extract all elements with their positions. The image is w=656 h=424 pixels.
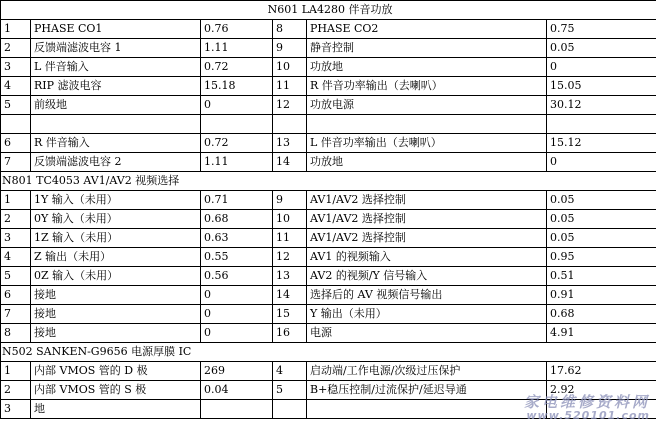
cell-pin-right: 5 (273, 381, 307, 400)
cell-voltage-left: 1.11 (201, 153, 273, 172)
cell-pin-right (273, 115, 307, 134)
cell-voltage-left: 0.76 (201, 20, 273, 39)
cell-voltage-right: 0.05 (547, 191, 656, 210)
table-row (1, 96, 656, 115)
cell-pin-left: 3 (1, 58, 31, 77)
cell-function-right: PHASE CO2 (307, 20, 547, 39)
cell-voltage-left: 0.71 (201, 191, 273, 210)
watermark-url: www.520101.com (526, 409, 650, 422)
cell-function-left (31, 115, 201, 134)
table-row (1, 58, 656, 77)
cell-voltage-left (201, 400, 273, 419)
cell-pin-right: 4 (273, 362, 307, 381)
cell-pin-left: 3 (1, 400, 31, 419)
cell-function-right: Y 输出（未用） (307, 305, 547, 324)
cell-pin-right: 15 (273, 305, 307, 324)
cell-voltage-right (547, 115, 656, 134)
cell-function-right: 功放地 (307, 153, 547, 172)
cell-voltage-left: 0 (201, 286, 273, 305)
cell-function-right: 电源 (307, 324, 547, 343)
cell-pin-right: 14 (273, 153, 307, 172)
table-row (1, 210, 656, 229)
cell-function-left: 内部 VMOS 管的 D 极 (31, 362, 201, 381)
cell-voltage-right: 0.68 (547, 305, 656, 324)
cell-voltage-left: 0.55 (201, 248, 273, 267)
cell-pin-right: 10 (273, 210, 307, 229)
cell-voltage-left: 269 (201, 362, 273, 381)
table-row (1, 267, 656, 286)
cell-voltage-left: 0.72 (201, 58, 273, 77)
cell-pin-left: 2 (1, 39, 31, 58)
cell-pin-left: 5 (1, 267, 31, 286)
cell-pin-right (273, 400, 307, 419)
cell-function-left: 1Y 输入（未用） (31, 191, 201, 210)
table-row (1, 305, 656, 324)
table-row (1, 134, 656, 153)
table-row (1, 286, 656, 305)
table-row (1, 115, 656, 134)
table-title: N601 LA4280 伴音功放 (1, 1, 656, 20)
cell-pin-right: 9 (273, 39, 307, 58)
cell-pin-right: 12 (273, 96, 307, 115)
cell-voltage-right: 0.05 (547, 210, 656, 229)
cell-pin-left: 8 (1, 324, 31, 343)
cell-function-right: 选择后的 AV 视频信号输出 (307, 286, 547, 305)
cell-pin-left: 1 (1, 362, 31, 381)
cell-function-left: 反馈端滤波电容 2 (31, 153, 201, 172)
cell-voltage-right: 0 (547, 153, 656, 172)
cell-function-left: 0Y 输入（未用） (31, 210, 201, 229)
section-title-row (1, 343, 656, 362)
cell-pin-left: 1 (1, 20, 31, 39)
cell-function-left: 反馈端滤波电容 1 (31, 39, 201, 58)
table-row (1, 153, 656, 172)
cell-pin-left: 2 (1, 381, 31, 400)
cell-voltage-right: 0 (547, 58, 656, 77)
cell-function-right: AV1/AV2 选择控制 (307, 191, 547, 210)
cell-pin-right: 11 (273, 77, 307, 96)
cell-pin-left: 6 (1, 286, 31, 305)
cell-voltage-left: 0.72 (201, 134, 273, 153)
watermark-text: 家电维修资料网 (523, 393, 650, 411)
cell-voltage-right: 15.05 (547, 77, 656, 96)
cell-pin-left: 7 (1, 153, 31, 172)
cell-voltage-left: 0.68 (201, 210, 273, 229)
table-row (1, 39, 656, 58)
table-row (1, 381, 656, 400)
cell-voltage-right: 2.92 (547, 381, 656, 400)
table-row (1, 362, 656, 381)
cell-function-right: AV1/AV2 选择控制 (307, 210, 547, 229)
cell-voltage-right: 0.05 (547, 229, 656, 248)
cell-function-left: 内部 VMOS 管的 S 极 (31, 381, 201, 400)
cell-pin-left: 2 (1, 210, 31, 229)
cell-function-right: AV1/AV2 选择控制 (307, 229, 547, 248)
cell-function-left: 0Z 输入（未用） (31, 267, 201, 286)
cell-voltage-right: 0.51 (547, 267, 656, 286)
cell-pin-left: 4 (1, 248, 31, 267)
cell-function-left: PHASE CO1 (31, 20, 201, 39)
cell-voltage-left: 0 (201, 96, 273, 115)
cell-function-left: 接地 (31, 286, 201, 305)
cell-function-left: L 伴音输入 (31, 58, 201, 77)
section-title: N502 SANKEN-G9656 电源厚膜 IC (1, 343, 656, 362)
cell-function-left: 接地 (31, 305, 201, 324)
table-row (1, 77, 656, 96)
cell-pin-right: 14 (273, 286, 307, 305)
cell-pin-left: 3 (1, 229, 31, 248)
cell-function-left: 接地 (31, 324, 201, 343)
cell-function-left: Z 输出（未用） (31, 248, 201, 267)
cell-function-right (307, 115, 547, 134)
cell-pin-right: 9 (273, 191, 307, 210)
cell-function-left: R 伴音输入 (31, 134, 201, 153)
cell-pin-right: 11 (273, 229, 307, 248)
cell-voltage-left: 0 (201, 305, 273, 324)
cell-voltage-left: 0.63 (201, 229, 273, 248)
table-title-row (1, 1, 656, 20)
cell-function-right: AV2 的视频/Y 信号输入 (307, 267, 547, 286)
cell-function-right: B+稳压控制/过流保护/延迟导通 (307, 381, 547, 400)
cell-pin-left: 1 (1, 191, 31, 210)
table-row (1, 248, 656, 267)
cell-voltage-left: 0.56 (201, 267, 273, 286)
cell-function-left: RIP 滤波电容 (31, 77, 201, 96)
cell-function-left: 地 (31, 400, 201, 419)
table-row (1, 191, 656, 210)
cell-voltage-left (201, 115, 273, 134)
table-row (1, 229, 656, 248)
cell-voltage-right: 0.95 (547, 248, 656, 267)
cell-function-right: L 伴音功率输出（去喇叭） (307, 134, 547, 153)
cell-pin-left: 7 (1, 305, 31, 324)
cell-function-right (307, 400, 547, 419)
cell-voltage-left: 0 (201, 324, 273, 343)
section-title-row (1, 172, 656, 191)
table-row (1, 400, 656, 419)
cell-voltage-left: 1.11 (201, 39, 273, 58)
cell-pin-right: 8 (273, 20, 307, 39)
cell-pin-left: 6 (1, 134, 31, 153)
cell-voltage-right: 15.12 (547, 134, 656, 153)
cell-function-right: 静音控制 (307, 39, 547, 58)
cell-function-right: 功放地 (307, 58, 547, 77)
section-title: N801 TC4053 AV1/AV2 视频选择 (1, 172, 656, 191)
cell-pin-left: 5 (1, 96, 31, 115)
cell-function-right: 启动端/工作电源/次级过压保护 (307, 362, 547, 381)
cell-voltage-right: 0.05 (547, 39, 656, 58)
cell-pin-left: 4 (1, 77, 31, 96)
cell-pin-right: 13 (273, 267, 307, 286)
cell-pin-right: 16 (273, 324, 307, 343)
cell-function-right: 功放电源 (307, 96, 547, 115)
cell-function-left: 前级地 (31, 96, 201, 115)
cell-function-right: AV1 的视频输入 (307, 248, 547, 267)
cell-function-right: R 伴音功率输出（去喇叭） (307, 77, 547, 96)
cell-voltage-right: 17.62 (547, 362, 656, 381)
table-row (1, 20, 656, 39)
cell-voltage-right (547, 400, 656, 419)
cell-voltage-left: 0.04 (201, 381, 273, 400)
cell-pin-right: 10 (273, 58, 307, 77)
cell-voltage-left: 15.18 (201, 77, 273, 96)
cell-function-left: 1Z 输入（未用） (31, 229, 201, 248)
cell-voltage-right: 0.75 (547, 20, 656, 39)
cell-voltage-right: 30.12 (547, 96, 656, 115)
table-row (1, 324, 656, 343)
cell-pin-right: 12 (273, 248, 307, 267)
cell-voltage-right: 0.91 (547, 286, 656, 305)
cell-pin-right: 13 (273, 134, 307, 153)
cell-voltage-right: 4.91 (547, 324, 656, 343)
cell-pin-left (1, 115, 31, 134)
